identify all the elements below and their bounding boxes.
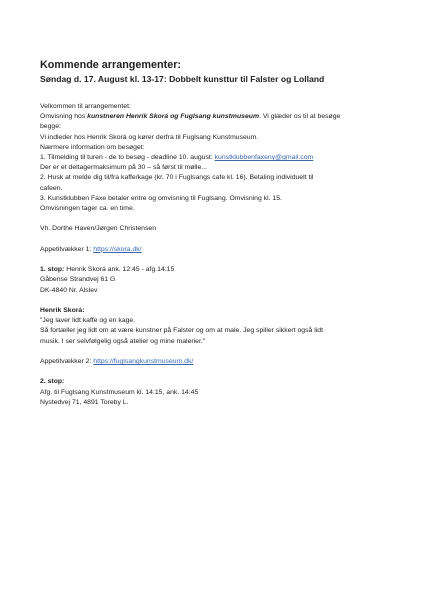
fuglsang-link[interactable]: https://fuglsangkunstmuseum.dk/ (93, 358, 194, 365)
event-title: Søndag d. 17. August kl. 13-17: Dobbelt kunsttur til Falster og Lolland (40, 74, 325, 84)
teaser-2 (40, 357, 383, 367)
stop-1 (40, 265, 383, 275)
page-title: Kommende arrangementer: (40, 59, 181, 71)
signature: Vh. Dorthe Haven/Jørgen Christensen (40, 225, 157, 233)
email-link[interactable]: kunstklubbenfaxeny@gmail.com (214, 154, 314, 162)
info-header: Nærmere information om besøget: (40, 143, 145, 151)
welcome-text: Velkommen til arrangementet: (40, 103, 131, 110)
teaser-1-label: Appetitvækker 1: (40, 245, 94, 253)
quote-author-name: Henrik Skorá: (40, 307, 85, 314)
info-item-1-cont: Der er et deltagermaksimum på 30 – så først til mølle... (40, 164, 207, 172)
teaser-1 (40, 245, 383, 255)
start-text: Vi indleder hos Henrik Skorá og kører derfra til Fuglsang Kunstmuseum. (40, 133, 259, 141)
stop-2-line-2: Nystedvej 71, 4891 Toreby L. (40, 398, 129, 406)
stop-1-title: 1. stop: (40, 266, 65, 274)
stop-1-time: Henrik Skorá ank. 12:45 - afg.14:15 (64, 266, 175, 274)
skora-link[interactable]: https://skora.dk/ (93, 245, 142, 253)
info-item-3: 3. Kunstklubben Faxe betaler entre og omvisning til Fuglsang. Omvisning kl. 15. (40, 194, 282, 202)
stop-2-line-1: Afg. til Fuglsang Kunstmuseum kl. 14:15, ank. 14:45 (40, 388, 199, 396)
tour-prefix: Omvisning hos (40, 113, 88, 121)
teaser-2-label: Appetitvækker 2: (40, 358, 94, 365)
info-item-2: 2. Husk at melde dig til/fra kaffe/kage (kr. 70 i Fuglsangs cafe kl. 16). Betaling individuelt til (40, 174, 314, 182)
quote-line-3: musik. I ser selvfølgelig også atelier og mine malerier." (40, 337, 206, 345)
tour-continuation: begge: (40, 123, 61, 131)
info-item-1 (40, 153, 383, 163)
tour-suffix: . Vi glæder os til at besøge (259, 113, 341, 121)
quote-author (40, 306, 383, 316)
tour-emphasis: kunstneren Henrik Skorá og Fuglsang kunstmuseum (87, 113, 260, 121)
info-item-2-cont: cafeen. (40, 184, 63, 192)
stop-1-city: DK-4840 Nr. Alslev (40, 286, 98, 294)
stop-2 (40, 377, 383, 387)
tour-paragraph (40, 112, 383, 122)
quote-line-1: "Jeg laver lidt kaffe og en kage. (40, 317, 136, 325)
stop-1-street: Gåbense Strandvej 61 G (40, 276, 116, 284)
info-item-3-cont: Omvisningen tager ca. en time. (40, 205, 135, 213)
stop-2-title: 2. stop: (40, 378, 65, 386)
info-item-1-text: 1. Tilmelding til turen - de to besøg - deadline 10. august: (40, 154, 215, 162)
quote-line-2: Så fortæller jeg lidt om at være kunstner på Falster og om at male. Jeg spiller sikkert også lidt (40, 327, 323, 335)
